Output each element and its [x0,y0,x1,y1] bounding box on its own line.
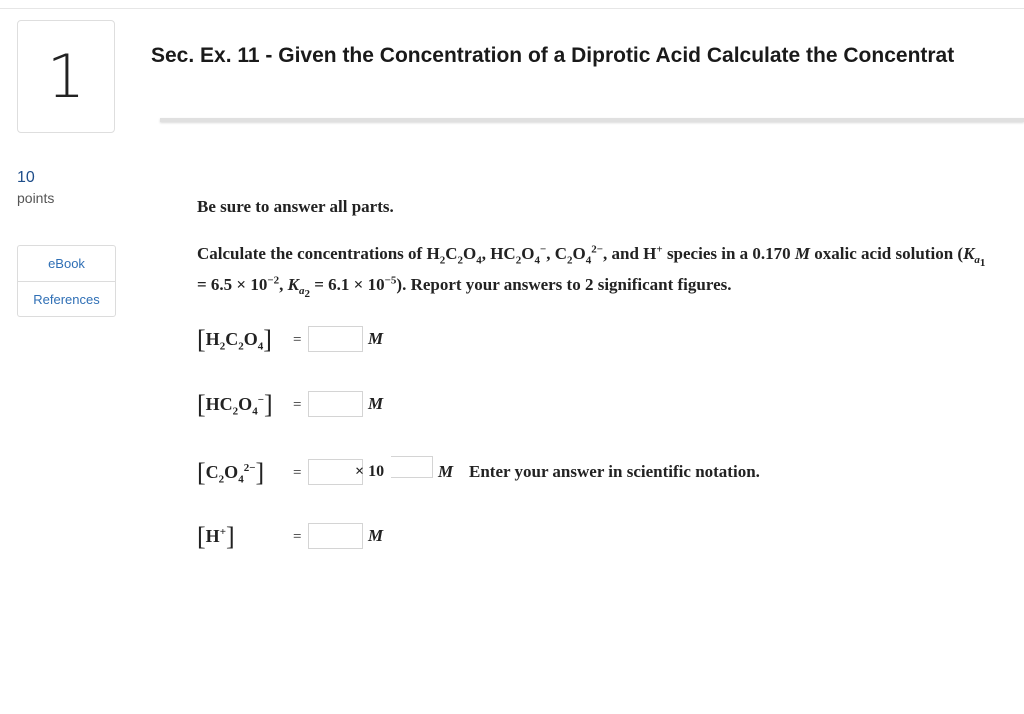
instruction-text: Be sure to answer all parts. [197,197,394,216]
ebook-button[interactable]: eBook [48,256,85,271]
question-title: Sec. Ex. 11 - Given the Concentration of a Diprotic Acid Calculate the Concentrat [151,44,955,67]
unit-label: M [438,462,454,481]
question-number: 1 [17,20,115,133]
unit-label: M [368,394,384,413]
unit-label: M [368,526,384,545]
times-ten-label: × 10 [355,463,385,480]
points-label: points [17,190,55,206]
references-button[interactable]: References [18,281,115,317]
points-value: 10 [17,169,35,186]
hc2o4-input[interactable] [308,391,363,417]
scientific-notation-hint: Enter your answer in scientific notation. [469,462,760,481]
answer-row-h-plus [197,522,1017,556]
top-divider [0,8,1024,9]
question-prompt: Calculate the concentrations of $H_2C_2O_4$, $HC_2O_4^-$, $C_2O_4^{2-}$, and H+ species in a 0.170 M oxalic acid solution ($K_{a_1} = 6.5 \times 10^{-2}$, $K_{a_2} = 6.1 \times 10^{-5}$). Report your answers to 2 significant figures. [197,243,986,301]
resources-panel [17,245,116,317]
h-plus-input[interactable] [308,523,363,549]
title-divider [160,118,1024,122]
equals-sign: = [293,465,302,481]
answer-row-h2c2o4 [197,325,1017,359]
h-plus-label: [H+] [197,522,235,551]
h2c2o4-input[interactable] [308,326,363,352]
equals-sign: = [293,332,302,348]
equals-sign: = [293,397,302,413]
c2o4-label: $[C_2O_4^{2-}]$ [197,458,265,487]
answer-row-hc2o4 [197,390,1017,424]
h2c2o4-label: $[H_2C_2O_4]$ [197,325,272,354]
hc2o4-label: $[HC_2O_4^-]$ [197,390,273,419]
c2o4-exponent-input[interactable] [391,456,433,478]
answer-row-c2o4 [197,458,1017,492]
unit-label: M [368,329,384,348]
equals-sign: = [293,529,302,545]
